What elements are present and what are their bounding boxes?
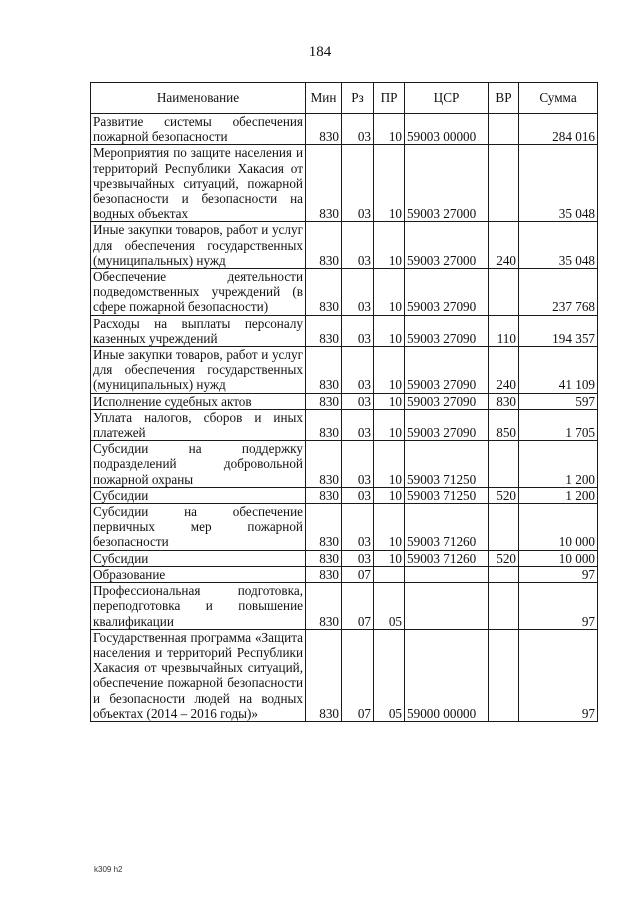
cell-vr xyxy=(489,583,519,630)
cell-csr: 59003 71250 xyxy=(405,441,489,488)
cell-csr: 59000 00000 xyxy=(405,629,489,721)
cell-vr: 240 xyxy=(489,347,519,394)
cell-sum: 1 705 xyxy=(519,409,598,440)
cell-csr: 59003 27090 xyxy=(405,393,489,409)
cell-vr xyxy=(489,629,519,721)
table-row xyxy=(91,441,598,488)
cell-vr: 110 xyxy=(489,315,519,346)
table-row xyxy=(91,409,598,440)
cell-vr: 520 xyxy=(489,550,519,566)
cell-min: 830 xyxy=(306,393,342,409)
cell-min: 830 xyxy=(306,566,342,582)
cell-rz: 03 xyxy=(342,441,374,488)
table-row xyxy=(91,269,598,316)
table-body xyxy=(91,114,598,722)
cell-vr: 520 xyxy=(489,487,519,503)
cell-name: Развитие системы обеспечения пожарной безопасности xyxy=(91,114,306,145)
cell-sum: 35 048 xyxy=(519,222,598,269)
cell-pr: 10 xyxy=(374,409,405,440)
table-row xyxy=(91,550,598,566)
cell-csr xyxy=(405,566,489,582)
cell-name: Субсидии xyxy=(91,550,306,566)
cell-vr: 850 xyxy=(489,409,519,440)
cell-min: 830 xyxy=(306,441,342,488)
cell-vr xyxy=(489,269,519,316)
cell-pr: 05 xyxy=(374,629,405,721)
header-name: Наименование xyxy=(91,83,306,114)
cell-sum: 1 200 xyxy=(519,487,598,503)
cell-rz: 07 xyxy=(342,583,374,630)
table-row xyxy=(91,222,598,269)
cell-min: 830 xyxy=(306,504,342,551)
cell-vr: 240 xyxy=(489,222,519,269)
cell-min: 830 xyxy=(306,487,342,503)
cell-pr: 10 xyxy=(374,114,405,145)
table-row xyxy=(91,114,598,145)
cell-sum: 97 xyxy=(519,566,598,582)
cell-rz: 03 xyxy=(342,222,374,269)
cell-rz: 03 xyxy=(342,315,374,346)
cell-pr: 10 xyxy=(374,145,405,222)
table-row xyxy=(91,393,598,409)
cell-csr: 59003 71250 xyxy=(405,487,489,503)
table-row xyxy=(91,629,598,721)
cell-sum: 194 357 xyxy=(519,315,598,346)
cell-pr: 10 xyxy=(374,487,405,503)
cell-csr: 59003 27090 xyxy=(405,269,489,316)
header-sum: Сумма xyxy=(519,83,598,114)
table-row xyxy=(91,566,598,582)
cell-name: Иные закупки товаров, работ и услуг для обеспечения государственных (муниципальных) нужд xyxy=(91,222,306,269)
cell-name: Профессиональная подготовка, переподготовка и повышение квалификации xyxy=(91,583,306,630)
cell-rz: 03 xyxy=(342,114,374,145)
header-min: Мин xyxy=(306,83,342,114)
cell-pr: 10 xyxy=(374,347,405,394)
cell-name: Субсидии на обеспечение первичных мер пожарной безопасности xyxy=(91,504,306,551)
cell-pr xyxy=(374,566,405,582)
cell-rz: 03 xyxy=(342,347,374,394)
cell-sum: 1 200 xyxy=(519,441,598,488)
page-number: 184 xyxy=(308,44,332,60)
cell-csr: 59003 00000 xyxy=(405,114,489,145)
cell-min: 830 xyxy=(306,315,342,346)
cell-min: 830 xyxy=(306,114,342,145)
table-row xyxy=(91,145,598,222)
cell-sum: 41 109 xyxy=(519,347,598,394)
footer-code: k309 h2 xyxy=(94,865,123,874)
header-pr: ПР xyxy=(374,83,405,114)
table-header-row xyxy=(91,83,598,114)
cell-name: Исполнение судебных актов xyxy=(91,393,306,409)
cell-csr: 59003 27090 xyxy=(405,315,489,346)
cell-sum: 10 000 xyxy=(519,550,598,566)
cell-csr: 59003 27090 xyxy=(405,409,489,440)
cell-name: Образование xyxy=(91,566,306,582)
cell-sum: 597 xyxy=(519,393,598,409)
cell-min: 830 xyxy=(306,550,342,566)
cell-min: 830 xyxy=(306,145,342,222)
cell-pr: 10 xyxy=(374,393,405,409)
cell-name: Государственная программа «Защита населения и территорий Республики Хакасия от чрезвычайных ситуаций, обеспечение пожарной безопасности и безопасности людей на водных объектах (2014 – 2016 годы)» xyxy=(91,629,306,721)
cell-min: 830 xyxy=(306,269,342,316)
cell-min: 830 xyxy=(306,409,342,440)
cell-rz: 07 xyxy=(342,566,374,582)
cell-sum: 237 768 xyxy=(519,269,598,316)
header-rz: Рз xyxy=(342,83,374,114)
cell-sum: 284 016 xyxy=(519,114,598,145)
cell-pr: 10 xyxy=(374,222,405,269)
cell-pr: 05 xyxy=(374,583,405,630)
cell-pr: 10 xyxy=(374,550,405,566)
cell-rz: 03 xyxy=(342,504,374,551)
cell-rz: 03 xyxy=(342,393,374,409)
cell-min: 830 xyxy=(306,629,342,721)
cell-vr xyxy=(489,114,519,145)
header-vr: ВР xyxy=(489,83,519,114)
cell-name: Субсидии на поддержку подразделений добровольной пожарной охраны xyxy=(91,441,306,488)
table-row xyxy=(91,315,598,346)
cell-name: Мероприятия по защите населения и территорий Республики Хакасия от чрезвычайных ситуаций, пожарной безопасности и безопасности на водных объектах xyxy=(91,145,306,222)
cell-name: Иные закупки товаров, работ и услуг для обеспечения государственных (муниципальных) нужд xyxy=(91,347,306,394)
cell-min: 830 xyxy=(306,347,342,394)
cell-sum: 35 048 xyxy=(519,145,598,222)
cell-name: Уплата налогов, сборов и иных платежей xyxy=(91,409,306,440)
cell-pr: 10 xyxy=(374,504,405,551)
cell-vr xyxy=(489,504,519,551)
cell-sum: 97 xyxy=(519,629,598,721)
cell-min: 830 xyxy=(306,583,342,630)
cell-name: Расходы на выплаты персоналу казенных учреждений xyxy=(91,315,306,346)
cell-csr: 59003 27090 xyxy=(405,347,489,394)
cell-rz: 03 xyxy=(342,269,374,316)
cell-csr: 59003 71260 xyxy=(405,504,489,551)
cell-name: Обеспечение деятельности подведомственных учреждений (в сфере пожарной безопасности) xyxy=(91,269,306,316)
cell-rz: 07 xyxy=(342,629,374,721)
cell-vr xyxy=(489,441,519,488)
cell-csr: 59003 71260 xyxy=(405,550,489,566)
table-row xyxy=(91,504,598,551)
table-row xyxy=(91,583,598,630)
table-row xyxy=(91,487,598,503)
cell-pr: 10 xyxy=(374,315,405,346)
cell-rz: 03 xyxy=(342,487,374,503)
cell-min: 830 xyxy=(306,222,342,269)
cell-csr xyxy=(405,583,489,630)
cell-sum: 97 xyxy=(519,583,598,630)
cell-vr xyxy=(489,145,519,222)
cell-rz: 03 xyxy=(342,550,374,566)
cell-rz: 03 xyxy=(342,145,374,222)
cell-sum: 10 000 xyxy=(519,504,598,551)
cell-vr xyxy=(489,566,519,582)
cell-name: Субсидии xyxy=(91,487,306,503)
cell-pr: 10 xyxy=(374,441,405,488)
cell-csr: 59003 27000 xyxy=(405,222,489,269)
cell-vr: 830 xyxy=(489,393,519,409)
cell-pr: 10 xyxy=(374,269,405,316)
header-csr: ЦСР xyxy=(405,83,489,114)
cell-rz: 03 xyxy=(342,409,374,440)
table-row xyxy=(91,347,598,394)
cell-csr: 59003 27000 xyxy=(405,145,489,222)
budget-table xyxy=(90,82,598,722)
